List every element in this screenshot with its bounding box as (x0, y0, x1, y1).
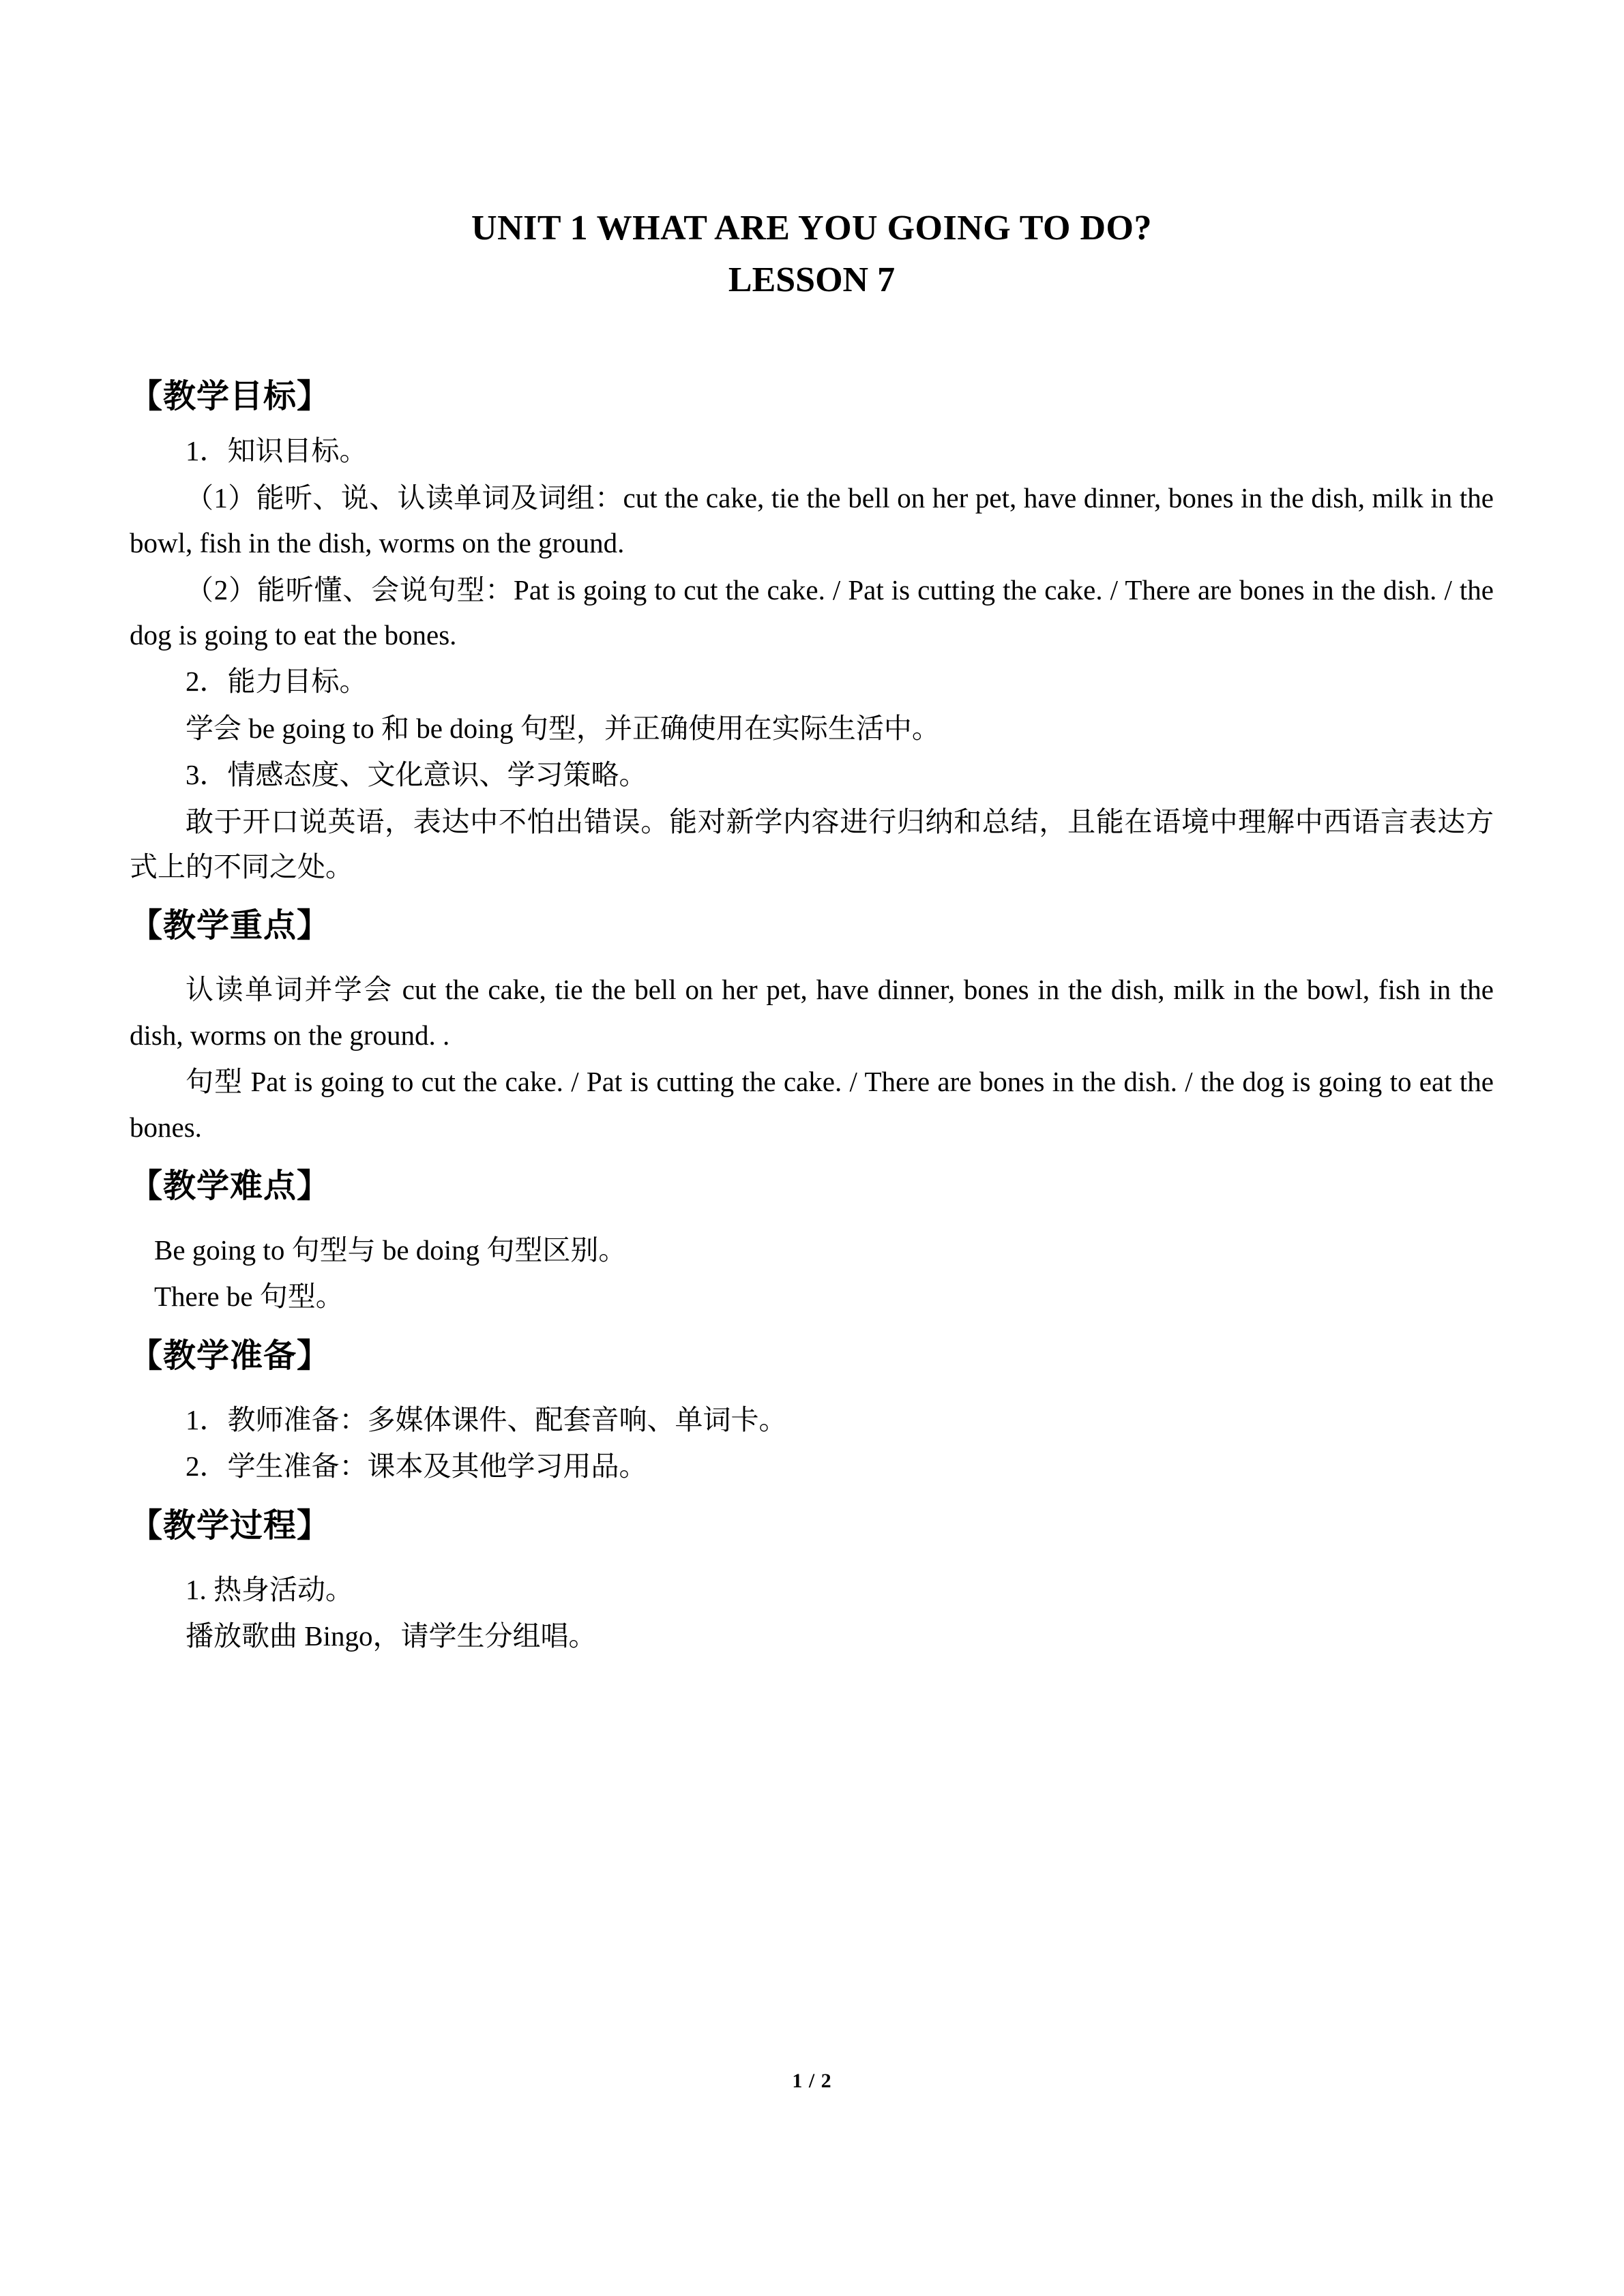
section-heading-preparation: 【教学准备】 (130, 1337, 331, 1374)
page-title: UNIT 1 WHAT ARE YOU GOING TO DO? (471, 209, 1152, 248)
section-heading-objectives: 【教学目标】 (130, 378, 331, 415)
difficult-points-line-2: There be 句型。 (154, 1281, 344, 1313)
page-number: 1 / 2 (792, 2070, 832, 2092)
section-heading-key-points: 【教学重点】 (130, 908, 331, 944)
objectives-item-1: 1．知识目标。 (186, 435, 368, 467)
section-heading-difficult-points: 【教学难点】 (130, 1168, 331, 1205)
preparation-line-2: 2．学生准备：课本及其他学习用品。 (186, 1450, 647, 1482)
objectives-item-3: 3．情感态度、文化意识、学习策略。 (186, 759, 647, 791)
process-line-1: 1. 热身活动。 (186, 1573, 353, 1605)
key-points-line-1: 认读单词并学会 cut the cake, tie the bell on her pet, have dinner, bones in the dish, milk in the bowl, fish in the dish, worms on the ground. . (130, 974, 1494, 1051)
objectives-item-2-body: 学会 be going to 和 be doing 句型，并正确使用在实际生活中。 (186, 712, 940, 744)
key-points-line-2: 句型 Pat is going to cut the cake. / Pat is cutting the cake. / There are bones in the dish. / the dog is going to eat the bones. (130, 1066, 1494, 1143)
objectives-item-1-sub-2: （2）能听懂、会说句型：Pat is going to cut the cake. / Pat is cutting the cake. / There are bones in the dish. / the dog is going to eat the bones. (130, 573, 1494, 651)
difficult-points-line-1: Be going to 句型与 be doing 句型区别。 (154, 1234, 627, 1266)
page-subtitle: LESSON 7 (728, 260, 896, 300)
process-line-2: 播放歌曲 Bingo，请学生分组唱。 (186, 1620, 597, 1652)
section-heading-process: 【教学过程】 (130, 1507, 331, 1544)
document-body (130, 205, 1494, 1660)
objectives-item-3-body: 敢于开口说英语，表达中不怕出错误。能对新学内容进行归纳和总结，且能在语境中理解中西语言表达方式上的不同之处。 (130, 805, 1494, 883)
objectives-item-1-sub-1: （1）能听、说、认读单词及词组：cut the cake, tie the bell on her pet, have dinner, bones in the dish, milk in the bowl, fish in the dish, worms on the ground. (130, 481, 1494, 559)
objectives-item-2: 2．能力目标。 (186, 666, 368, 698)
preparation-line-1: 1．教师准备：多媒体课件、配套音响、单词卡。 (186, 1403, 787, 1435)
